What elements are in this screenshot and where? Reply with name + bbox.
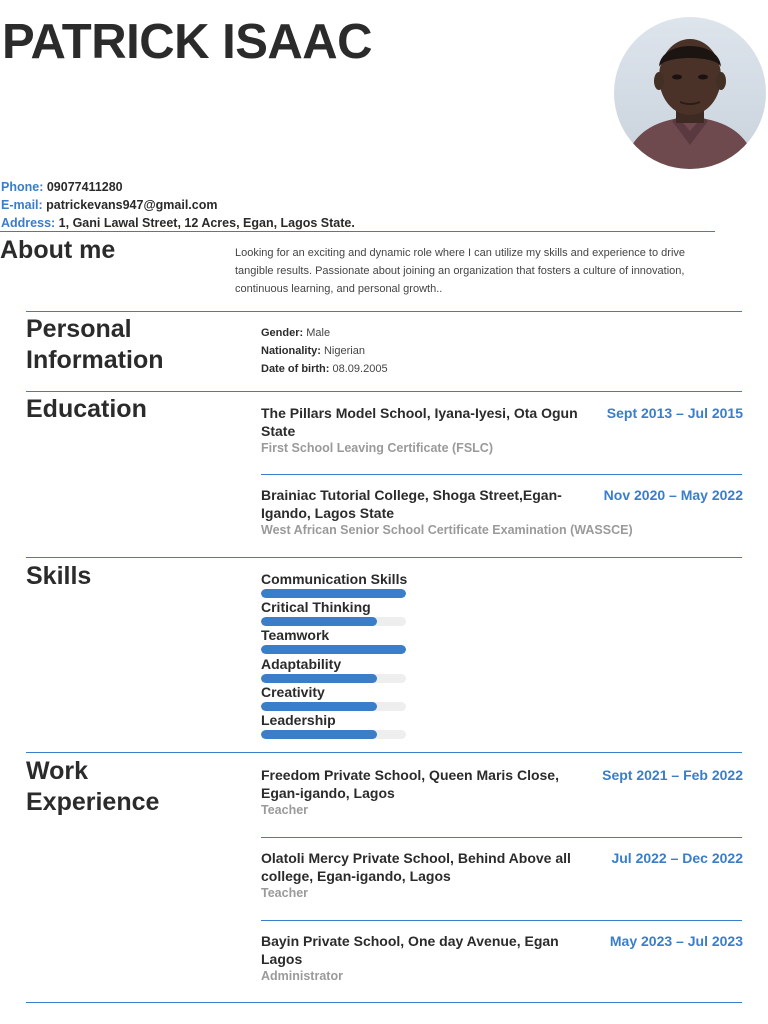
- education-title: Education: [26, 395, 147, 423]
- work-date: Sept 2021 – Feb 2022: [602, 767, 743, 783]
- divider: [26, 1002, 742, 1003]
- address-line: [1, 214, 355, 232]
- work-experience-title: [26, 756, 159, 818]
- skill-name: Adaptability: [261, 655, 342, 672]
- address-label: Address:: [1, 216, 56, 230]
- skill-item: [261, 712, 406, 739]
- skill-level-fill: [261, 730, 377, 739]
- skill-level-bar: [261, 674, 406, 683]
- work-role: Teacher: [261, 886, 309, 900]
- email-label: E-mail:: [1, 198, 43, 212]
- skill-level-bar: [261, 617, 406, 626]
- skill-item: [261, 627, 406, 654]
- skill-level-fill: [261, 617, 377, 626]
- education-school: The Pillars Model School, Iyana-Iyesi, Ota Ogun State: [261, 405, 578, 439]
- work-entry: [261, 849, 743, 901]
- email-value[interactable]: patrickevans947@gmail.com: [46, 198, 218, 212]
- skill-level-fill: [261, 674, 377, 683]
- about-text: Looking for an exciting and dynamic role where I can utilize my skills and experience to drive tangible results. Passionate about joining an organization that fosters a culture of innovation, continuous learning, and personal growth..: [235, 247, 686, 295]
- skill-level-bar: [261, 589, 406, 598]
- work-employer: Bayin Private School, One day Avenue, Egan Lagos: [261, 933, 559, 967]
- skill-level-fill: [261, 589, 406, 598]
- divider: [26, 752, 742, 753]
- divider: [261, 837, 742, 838]
- divider: [26, 557, 742, 558]
- gender-label: Gender:: [261, 327, 304, 339]
- skill-item: [261, 599, 406, 626]
- work-date: Jul 2022 – Dec 2022: [611, 850, 743, 866]
- address-value: 1, Gani Lawal Street, 12 Acres, Egan, Lagos State.: [58, 216, 355, 230]
- work-entry: [261, 766, 743, 818]
- skill-item: [261, 571, 406, 598]
- skill-level-bar: [261, 730, 406, 739]
- contact-block: [1, 178, 355, 232]
- skill-name: Teamwork: [261, 627, 330, 644]
- divider: [26, 311, 742, 312]
- nationality-label: Nationality:: [261, 345, 321, 357]
- personal-info-title-line1: Personal: [26, 315, 132, 343]
- education-certificate: West African Senior School Certificate Examination (WASSCE): [261, 523, 633, 537]
- education-date: Sept 2013 – Jul 2015: [606, 405, 743, 421]
- email-line: [1, 196, 355, 214]
- skill-level-fill: [261, 645, 406, 654]
- work-title-line2: Experience: [26, 788, 160, 816]
- skill-name: Leadership: [261, 712, 336, 728]
- education-school: Brainiac Tutorial College, Shoga Street,Egan-Igando, Lagos State: [261, 487, 562, 521]
- nationality-value: Nigerian: [323, 345, 365, 357]
- dob-row: [261, 360, 388, 378]
- work-employer: Freedom Private School, Queen Maris Close, Egan-igando, Lagos: [261, 767, 559, 801]
- work-role: Teacher: [261, 803, 309, 817]
- divider: [261, 474, 742, 475]
- skill-name: Communication Skills: [261, 571, 408, 587]
- skills-title: Skills: [26, 562, 92, 590]
- work-date: May 2023 – Jul 2023: [609, 933, 743, 949]
- divider: [26, 391, 742, 392]
- work-entry: [261, 932, 743, 984]
- dob-value: 08.09.2005: [332, 363, 388, 375]
- about-title: About me: [0, 236, 116, 264]
- education-date: Nov 2020 – May 2022: [603, 487, 743, 503]
- divider: [0, 231, 715, 232]
- dob-label: Date of birth:: [261, 363, 330, 375]
- work-title-line1: Work: [26, 757, 89, 785]
- candidate-name: PATRICK ISAAC: [2, 15, 373, 69]
- work-role: Administrator: [261, 969, 343, 983]
- phone-value: 09077411280: [46, 180, 123, 194]
- personal-info-details: [261, 324, 388, 378]
- education-entry: [261, 486, 743, 538]
- profile-photo: [614, 17, 766, 169]
- education-entry: [261, 404, 743, 456]
- education-certificate: First School Leaving Certificate (FSLC): [261, 441, 493, 455]
- work-employer: Olatoli Mercy Private School, Behind Above all college, Egan-igando, Lagos: [261, 850, 571, 884]
- gender-row: [261, 324, 388, 342]
- skill-level-bar: [261, 702, 406, 711]
- gender-value: Male: [306, 327, 331, 339]
- personal-info-title: [26, 314, 164, 376]
- phone-label: Phone:: [1, 180, 44, 194]
- skill-level-bar: [261, 645, 406, 654]
- skill-name: Creativity: [261, 683, 325, 700]
- divider: [261, 920, 742, 921]
- nationality-row: [261, 342, 388, 360]
- skill-level-fill: [261, 702, 377, 711]
- phone-line: [1, 178, 355, 196]
- personal-info-title-line2: Information: [26, 346, 164, 374]
- skill-item: [261, 656, 406, 683]
- skill-name: Critical Thinking: [261, 599, 371, 616]
- skill-item: [261, 684, 406, 711]
